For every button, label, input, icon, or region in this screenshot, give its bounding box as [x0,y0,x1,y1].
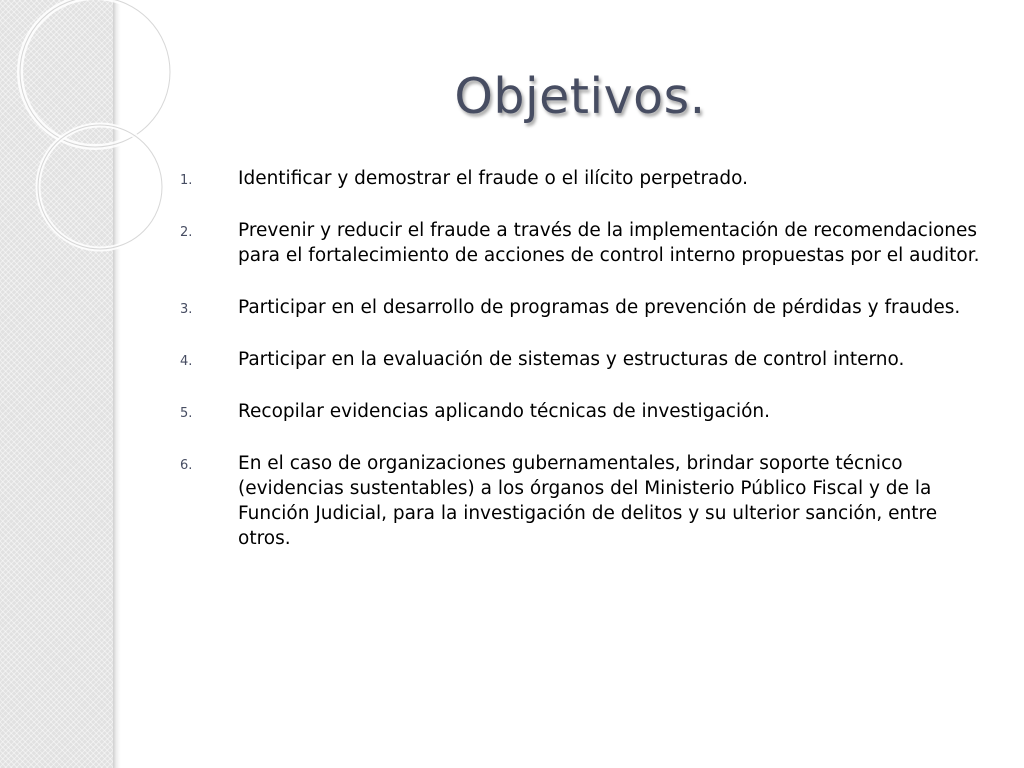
objective-number: 1. [180,173,193,188]
decorative-rings [0,0,200,320]
objective-text: Participar en el desarrollo de programas de prevención de pérdidas y fraudes. [238,297,961,318]
objective-text: Participar en la evaluación de sistemas y estructuras de control interno. [238,349,905,370]
objective-item [180,295,995,320]
objective-text: Identificar y demostrar el fraude o el ilícito perpetrado. [238,168,749,189]
objective-item [180,166,995,191]
objective-item [180,399,995,424]
objective-item [180,218,995,268]
objective-number: 6. [180,458,193,473]
objective-number: 5. [180,406,193,421]
objective-text: Recopilar evidencias aplicando técnicas de investigación. [238,401,771,422]
objective-text: Prevenir y reducir el fraude a través de la implementación de recomendaciones para el fortalecimiento de acciones de control interno propuestas por el auditor. [238,220,980,266]
objective-number: 4. [180,354,193,369]
objectives-list [180,166,995,578]
objective-number: 3. [180,302,193,317]
objective-text: En el caso de organizaciones gubernamentales, brindar soporte técnico (evidencias sustentables) a los órganos del Ministerio Público Fiscal y de la Función Judicial, para la investigación de delitos y su ulterior sanción, entre otros. [238,453,938,549]
objective-item [180,347,995,372]
objective-number: 2. [180,225,193,240]
objective-item [180,451,995,551]
slide-title: Objetivos. [454,68,706,125]
ring-small [38,125,162,249]
